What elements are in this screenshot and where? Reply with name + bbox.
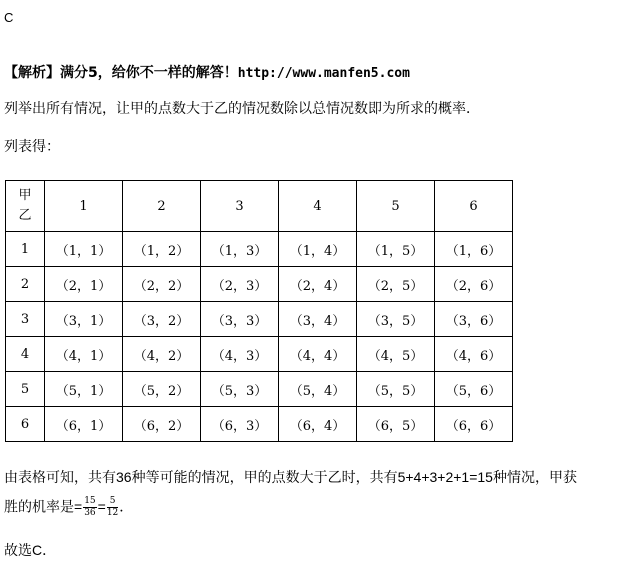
fraction-5-12 (107, 496, 118, 519)
corner-label-jia: 甲 (18, 188, 32, 203)
table-cell: （5，3） (201, 372, 279, 407)
row-header: 2 (6, 267, 45, 302)
table-cell: （3，6） (435, 302, 513, 337)
table-cell: （5，1） (45, 372, 123, 407)
table-header-row (6, 181, 513, 232)
table-cell: （4，4） (279, 337, 357, 372)
table-cell: （1，3） (201, 232, 279, 267)
table-cell: （4，3） (201, 337, 279, 372)
table-cell: （4，6） (435, 337, 513, 372)
fraction-denominator: 36 (84, 508, 96, 518)
column-header: 2 (123, 181, 201, 232)
equals-sign: = (97, 498, 106, 515)
table-cell: （5，5） (357, 372, 435, 407)
column-header: 1 (45, 181, 123, 232)
fraction-denominator: 12 (106, 508, 119, 518)
equals-sign: = (74, 498, 83, 515)
table-row (6, 267, 513, 302)
outcome-table (5, 180, 513, 442)
table-cell: （5，6） (435, 372, 513, 407)
period: ． (42, 543, 57, 559)
analysis-header-prefix: 【解析】满分5，给你不一样的解答！ (4, 65, 238, 81)
conclusion-text: 种等可能的情况，甲的点数大于乙时，共有 (131, 470, 398, 486)
choice-prefix: 故选 (4, 543, 32, 559)
conclusion-text: 由表格可知，共有 (4, 470, 116, 486)
table-cell: （1，1） (45, 232, 123, 267)
table-row (6, 232, 513, 267)
table-cell: （6，1） (45, 407, 123, 442)
table-row (6, 372, 513, 407)
row-header: 3 (6, 302, 45, 337)
table-cell: （4，5） (357, 337, 435, 372)
table-row (6, 337, 513, 372)
column-header: 4 (279, 181, 357, 232)
row-header: 6 (6, 407, 45, 442)
total-outcomes: 36 (116, 469, 132, 485)
table-cell: （1，6） (435, 232, 513, 267)
site-url: http://www.manfen5.com (237, 66, 410, 81)
choice-letter: C (32, 542, 43, 558)
row-header: 5 (6, 372, 45, 407)
conclusion-text: 种情况，甲获 (492, 470, 577, 486)
table-cell: （5，2） (123, 372, 201, 407)
conclusion-text: 胜的机率是 (4, 499, 74, 516)
table-lead: 列表得： (4, 139, 60, 155)
column-header: 5 (357, 181, 435, 232)
conclusion-line-2 (4, 496, 133, 519)
table-cell: （3，2） (123, 302, 201, 337)
table-cell: （3，3） (201, 302, 279, 337)
table-cell: （2，1） (45, 267, 123, 302)
table-cell: （4，2） (123, 337, 201, 372)
table-cell: （6，6） (435, 407, 513, 442)
table-cell: （2，5） (357, 267, 435, 302)
table-cell: （2，4） (279, 267, 357, 302)
fraction-numerator: 15 (84, 496, 96, 506)
table-cell: （6，5） (357, 407, 435, 442)
table-cell: （2，6） (435, 267, 513, 302)
table-cell: （2，2） (123, 267, 201, 302)
table-cell: （1，5） (357, 232, 435, 267)
analysis-header (4, 62, 410, 82)
table-cell: （5，4） (279, 372, 357, 407)
row-header: 4 (6, 337, 45, 372)
fraction-15-36 (83, 496, 96, 519)
table-cell: （1，2） (123, 232, 201, 267)
table-row (6, 407, 513, 442)
table-cell: （3，5） (357, 302, 435, 337)
table-cell: （6，3） (201, 407, 279, 442)
fraction-numerator: 5 (107, 496, 118, 508)
corner-label-yi: 乙 (18, 208, 32, 223)
table-row (6, 302, 513, 337)
table-cell: （2，3） (201, 267, 279, 302)
corner-cell (6, 181, 45, 232)
solution-description: 列举出所有情况，让甲的点数大于乙的情况数除以总情况数即为所求的概率． (4, 101, 480, 117)
table-cell: （3，1） (45, 302, 123, 337)
column-header: 3 (201, 181, 279, 232)
period: ． (119, 499, 134, 516)
table-cell: （6，2） (123, 407, 201, 442)
column-header: 6 (435, 181, 513, 232)
row-header: 1 (6, 232, 45, 267)
table-cell: （1，4） (279, 232, 357, 267)
favorable-sum: 5+4+3+2+1=15 (397, 469, 493, 485)
table-cell: （6，4） (279, 407, 357, 442)
final-choice (4, 540, 56, 560)
table-cell: （3，4） (279, 302, 357, 337)
answer-letter: C (4, 10, 14, 25)
conclusion-line-1 (4, 467, 577, 487)
table-cell: （4，1） (45, 337, 123, 372)
